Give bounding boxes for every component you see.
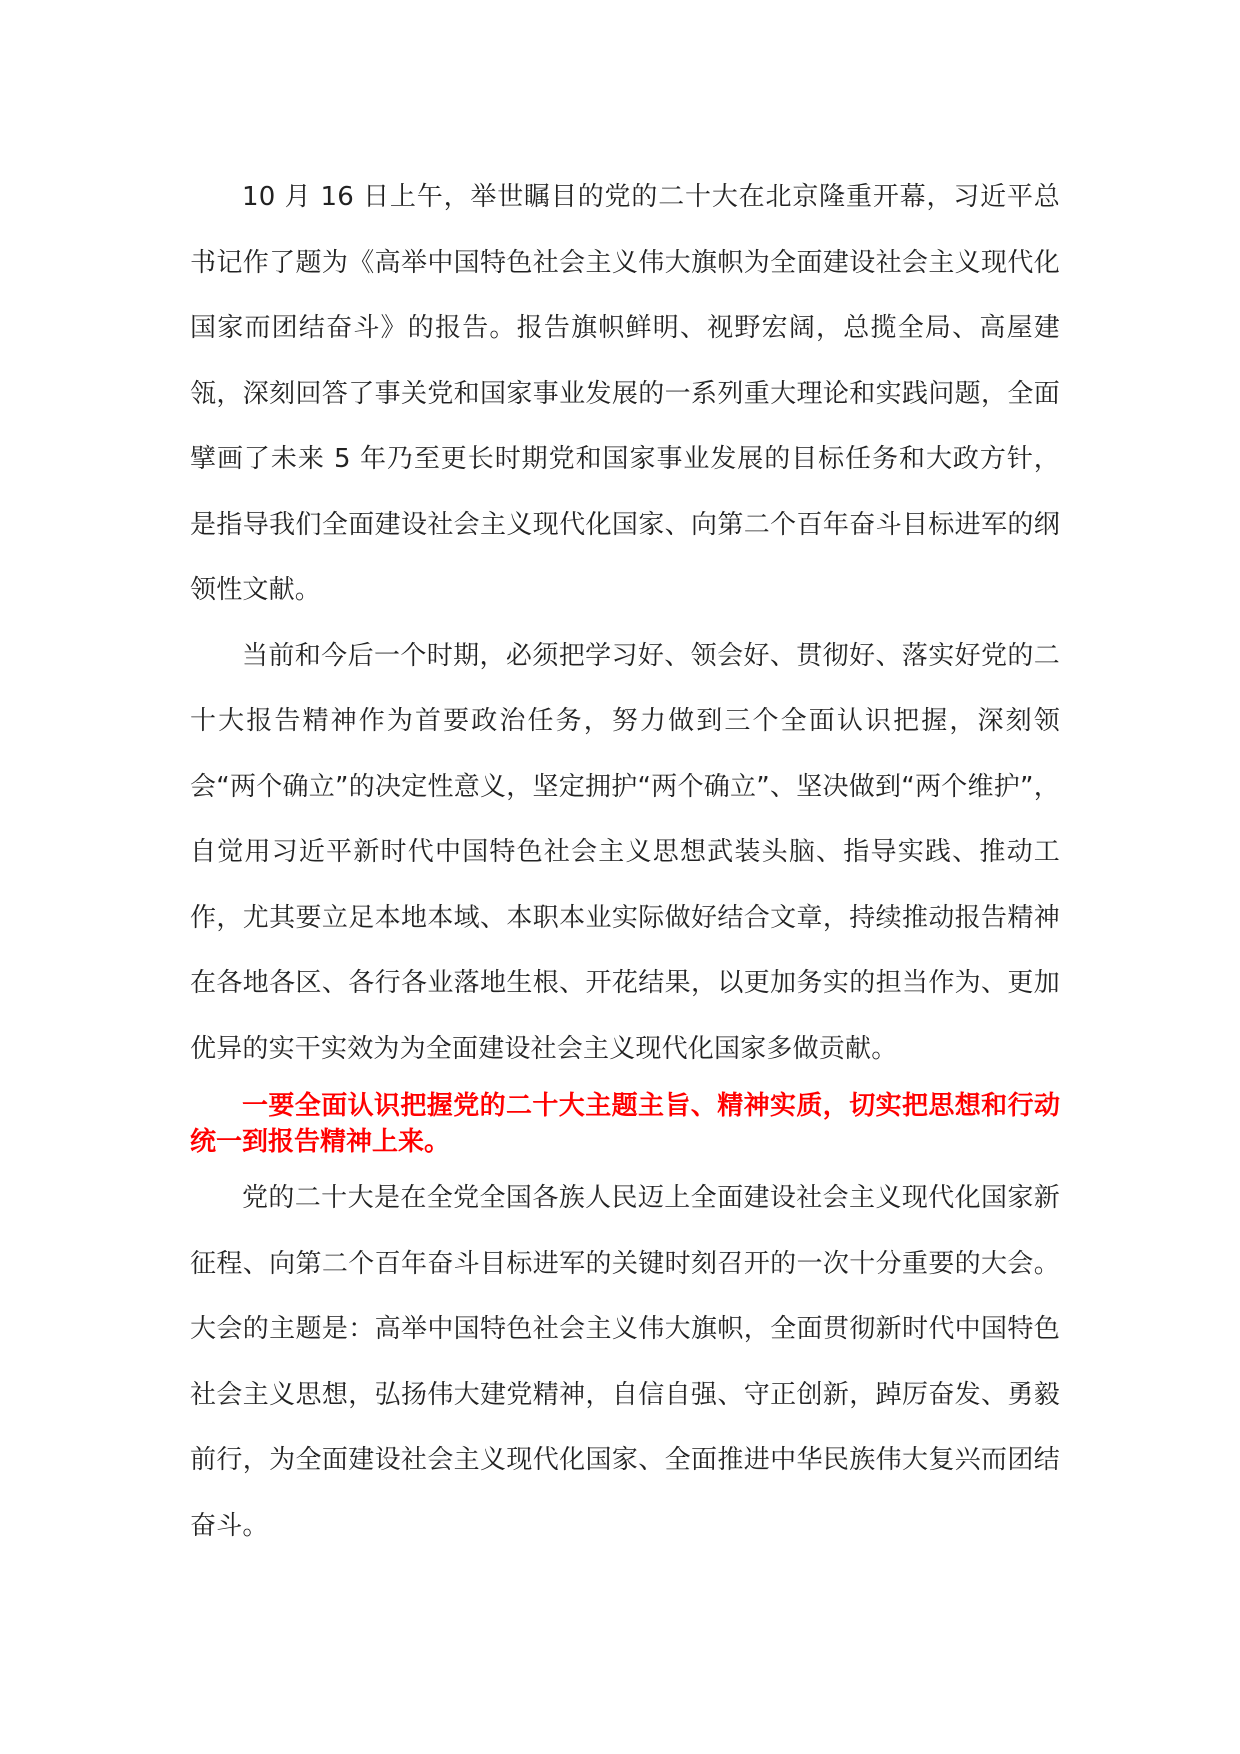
- paragraph-theme: 党的二十大是在全党全国各族人民迈上全面建设社会主义现代化国家新征程、向第二个百年奋斗目标进军的关键时刻召开的一次十分重要的大会。大会的主题是：高举中国特色社会主义伟大旗帜，全面贯彻新时代中国特色社会主义思想，弘扬伟大建党精神，自信自强、守正创新，踔厉奋发、勇毅前行，为全面建设社会主义现代化国家、全面推进中华民族伟大复兴而团结奋斗。: [190, 1183, 1060, 1541]
- paragraph-intro: 10 月 16 日上午，举世瞩目的党的二十大在北京隆重开幕，习近平总书记作了题为《高举中国特色社会主义伟大旗帜为全面建设社会主义现代化国家而团结奋斗》的报告。报告旗帜鲜明、视野宏阔，总揽全局、高屋建瓴，深刻回答了事关党和国家事业发展的一系列重大理论和实践问题，全面擘画了未来 5 年乃至更长时期党和国家事业发展的目标任务和大政方针，是指导我们全面建设社会主义现代化国家、向第二个百年奋斗目标进军的纲领性文献。: [190, 182, 1060, 605]
- document-body: [190, 165, 1060, 1559]
- section-heading-1: 一要全面认识把握党的二十大主题主旨、精神实质，切实把思想和行动统一到报告精神上来。: [190, 1091, 1060, 1157]
- paragraph-task: 当前和今后一个时期，必须把学习好、领会好、贯彻好、落实好党的二十大报告精神作为首要政治任务，努力做到三个全面认识把握，深刻领会“两个确立”的决定性意义，坚定拥护“两个确立”、坚决做到“两个维护”，自觉用习近平新时代中国特色社会主义思想武装头脑、指导实践、推动工作，尤其要立足本地本域、本职本业实际做好结合文章，持续推动报告精神在各地各区、各行各业落地生根、开花结果，以更加务实的担当作为、更加优异的实干实效为为全面建设社会主义现代化国家多做贡献。: [190, 640, 1060, 1064]
